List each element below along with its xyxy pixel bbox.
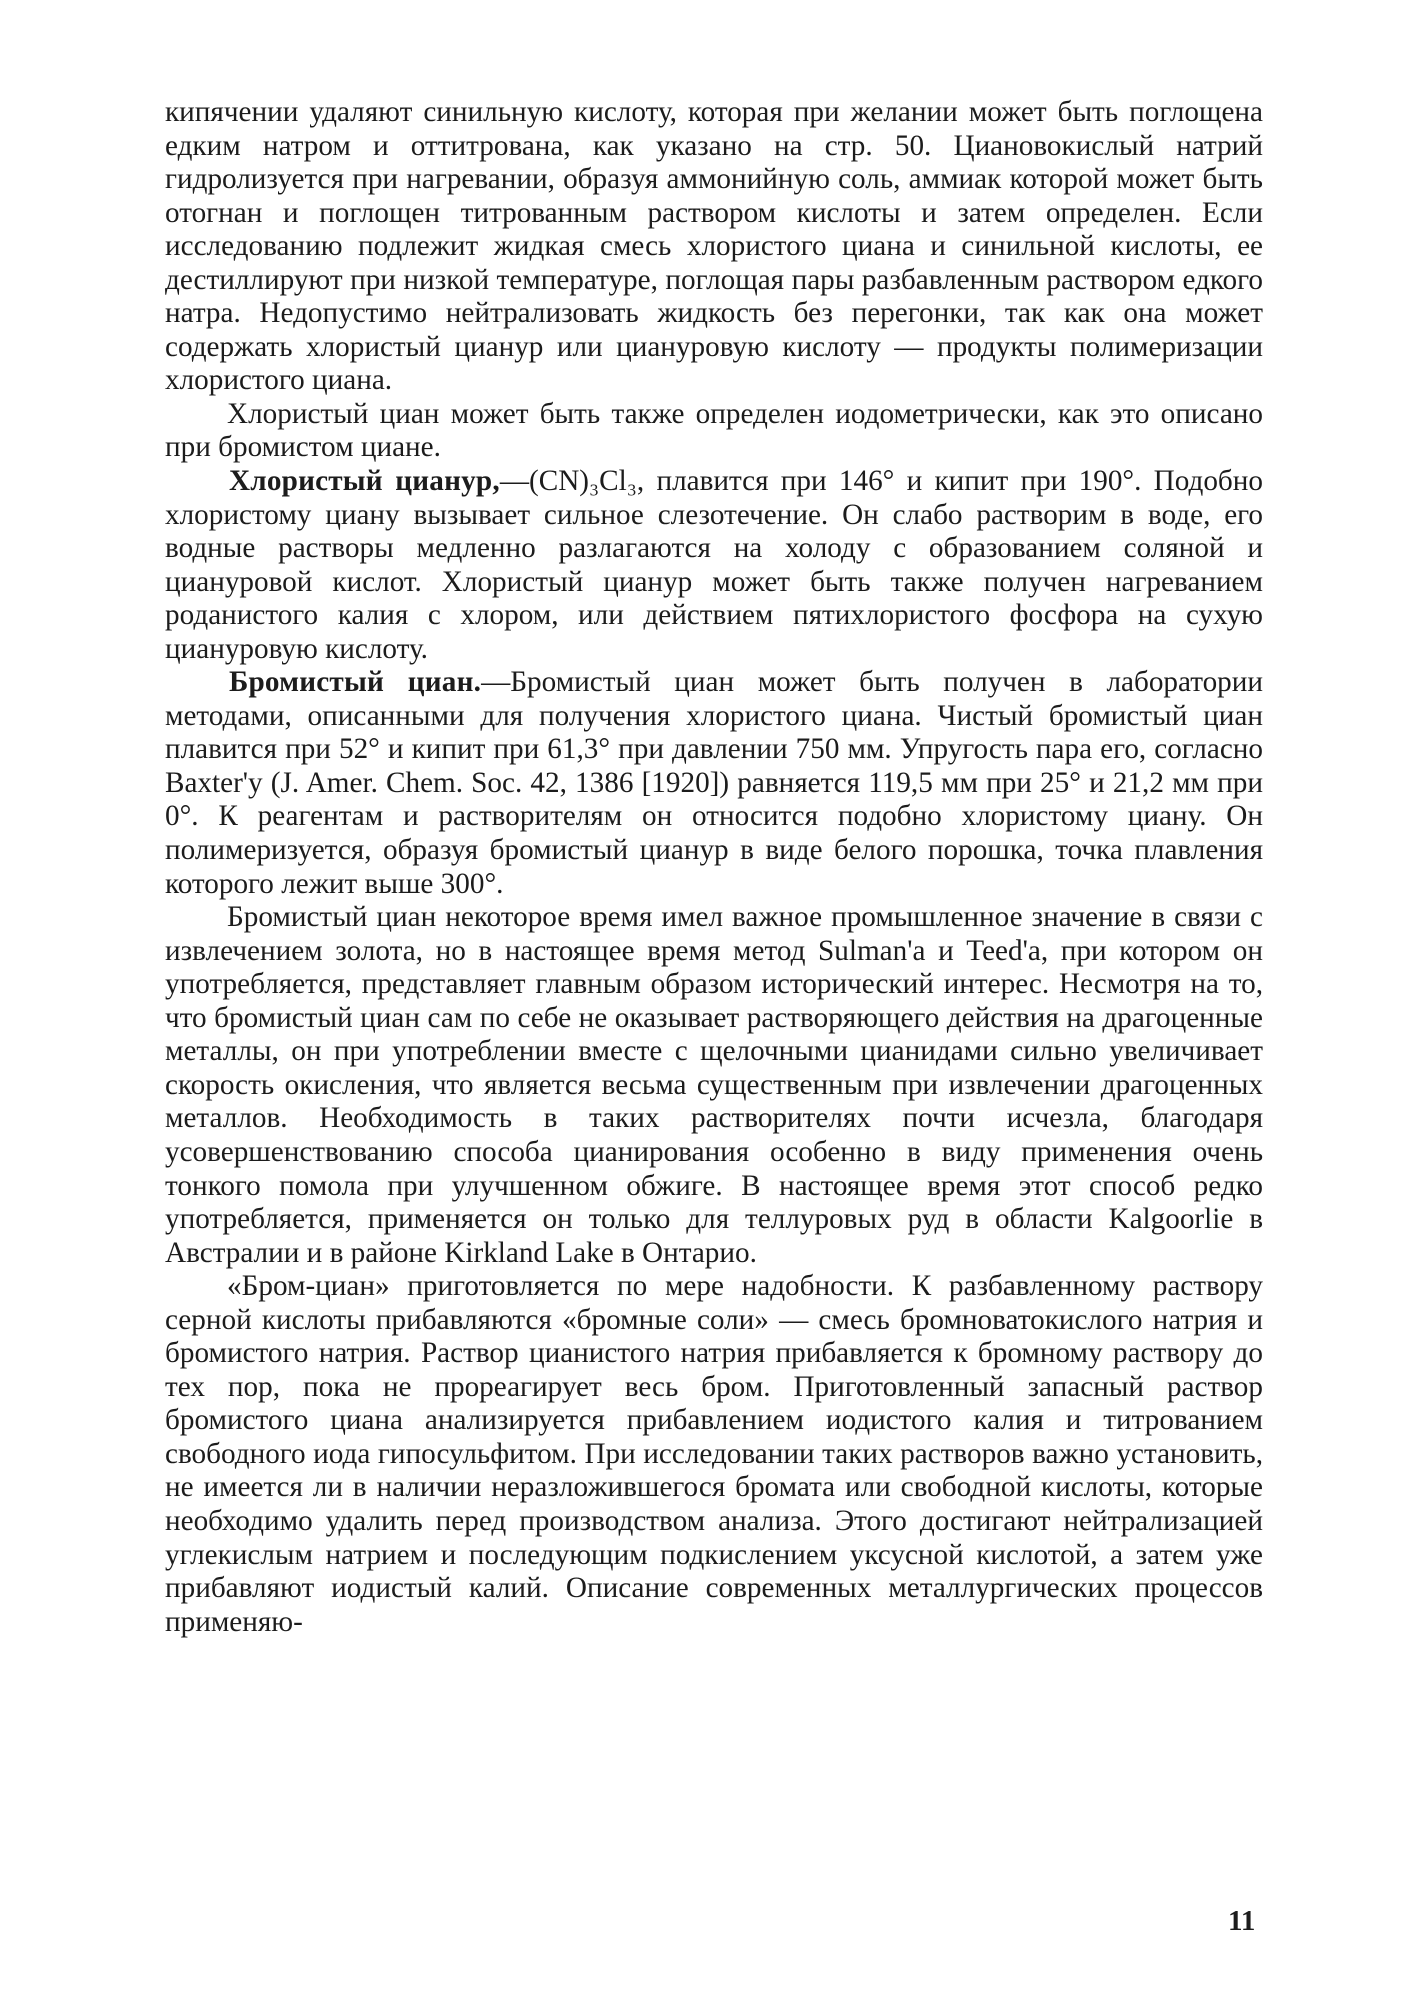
paragraph-chloride-cyanide-iodometry — [165, 398, 1263, 465]
paragraph-continuation — [165, 96, 1263, 398]
page-body — [165, 96, 1263, 1639]
paragraph-text: —Бромистый циан может быть получен в лаборатории методами, описанными для получения хлористого циана. Чистый бромистый циан плавится при 52° и кипит при 61,3° при давлении 750 мм. Упругость пара его, согласно Baxter'у (J. Amer. Chem. Soc. 42, 1386 [1920]) равняется 119,5 мм при 25° и 21,2 мм при 0°. К реагентам и растворителям он относится подобно хлористому циану. Он полимеризуется, образуя бромистый циануp в виде белого порошка, точка плавления которого лежит выше 300°. — [165, 666, 1264, 900]
paragraph-text: —(CN)₃Cl₃, плавится при 146° и кипит при 190°. Подобно хлористому циану вызывает сильное слезотечение. Он слабо растворим в воде, его водные растворы медленно разлагаются на холоду с образованием соляной и циануровой кислот. Хлористый цианур может быть также получен нагреванием роданистого калия с хлором, или действием пятихлористого фосфора на сухую циануровую кислоту. — [165, 465, 1263, 665]
page-number: 11 — [1228, 1905, 1256, 1937]
paragraph-text: кипячении удаляют синильную кислоту, которая при желании может быть поглощена едким натром и оттитрована, как указано на стр. 50. Циановокислый натрий гидролизуется при нагревании, образуя аммонийную соль, аммиак которой может быть отогнан и поглощен титрованным раствором кислоты и затем определен. Если исследованию подлежит жидкая смесь хлористого циана и синильной кислоты, ее дестиллируют при низкой температуре, поглощая пары разбавленным раствором едкого натра. Недопустимо нейтрализовать жидкость без перегонки, так как она может содержать хлористый циануp или циануровую кислоту — продукты полимеризации хлористого циана. — [165, 96, 1263, 397]
paragraph-cyanuric-chloride — [165, 465, 1263, 666]
paragraph-text: Хлористый циан может быть также определен иодометрически, как это описано при бромистом циане. — [165, 397, 1263, 464]
paragraph-cyanogen-bromide — [165, 666, 1263, 901]
section-heading: Бромистый циан. — [229, 666, 482, 699]
paragraph-text: Бромистый циан некоторое время имел важное промышленное значение в связи с извлечением золота, но в настоящее время метод Sulman'a и Teed'a, при котором он употребляется, представляет главным образом исторический интерес. Несмотря на то, что бромистый циан сам по себе не оказывает растворяющего действия на драгоценные металлы, он при употреблении вместе с щелочными цианидами сильно увеличивает скорость окисления, что является весьма существенным при извлечении драгоценных металлов. Необходимость в таких растворителях почти исчезла, благодаря усовершенствованию способа цианирования особенно в виду применения очень тонкого помола при улучшенном обжиге. В настоящее время этот способ редко употребляется, применяется он только для теллуровых руд в области Kalgoorlie в Австралии и в районе Kirkland Lake в Онтарио. — [165, 901, 1263, 1269]
paragraph-text: «Бром-циан» приготовляется по мере надобности. К разбавленному раствору серной кислоты прибавляются «бромные соли» — смесь бромноватокислого натрия и бромистого натрия. Раствор цианистого натрия прибавляется к бромному раствору до тех пор, пока не прореагирует весь бром. Приготовленный запасный раствор бромистого циана анализируется прибавлением иодистого калия и титрованием свободного иода гипосульфитом. При исследовании таких растворов важно установить, не имеется ли в наличии неразложившегося бромата или свободной кислоты, которые необходимо удалить перед производством анализа. Этого достигают нейтрализацией углекислым натрием и последующим подкислением уксусной кислотой, а затем уже прибавляют иодистый калий. Описание современных металлургических процессов применяю- — [165, 1270, 1263, 1638]
section-heading: Хлористый циануp, — [229, 465, 500, 498]
paragraph-preparation — [165, 1270, 1263, 1639]
paragraph-industrial-use — [165, 901, 1263, 1270]
